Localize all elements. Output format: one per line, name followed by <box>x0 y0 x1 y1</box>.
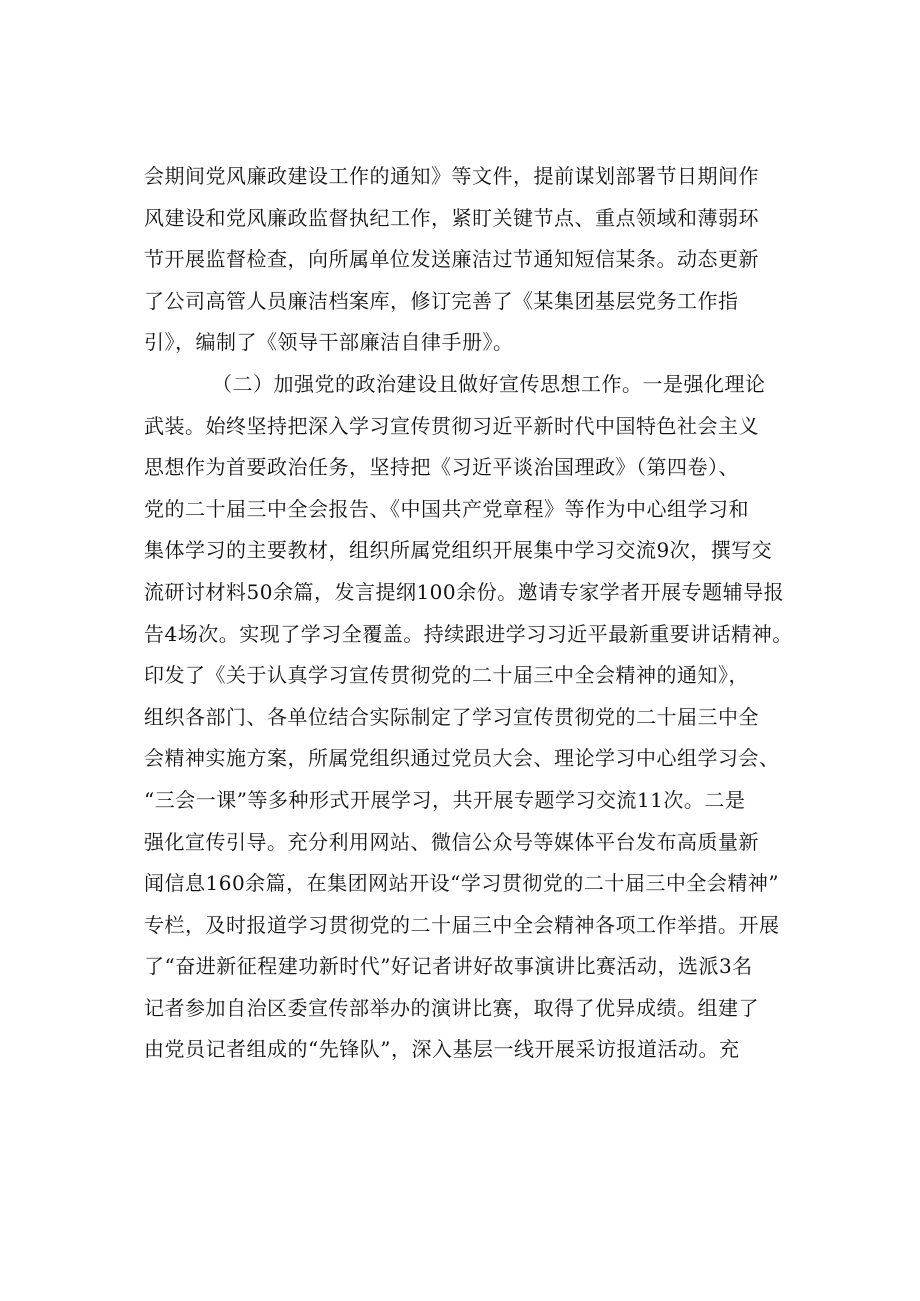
text-line: 思想作为首要政治任务，坚持把《习近平谈治国理政》（第四卷）、 <box>144 455 739 480</box>
text-line: 流研讨材料50余篇，发言提纲100余份。邀请专家学者开展专题辅导报 <box>144 579 785 604</box>
text-line: 会精神实施方案，所属党组织通过党员大会、理论学习中心组学习会、 <box>144 746 780 771</box>
text-line: 风建设和党风廉政监督执纪工作，紧盯关键节点、重点领域和薄弱环 <box>144 205 759 230</box>
text-line: 组织各部门、各单位结合实际制定了学习宣传贯彻党的二十届三中全 <box>144 704 759 729</box>
text-line: 引》，编制了《领导干部廉洁自律手册》。 <box>144 330 514 355</box>
text-line: 节开展监督检查，向所属单位发送廉洁过节通知短信某条。动态更新 <box>144 247 759 272</box>
text-line: “三会一课”等多种形式开展学习，共开展专题学习交流11次。二是 <box>144 787 746 812</box>
document-body <box>144 156 824 1071</box>
text-line: 闻信息160余篇，在集团网站开设“学习贯彻党的二十届三中全会精神” <box>144 871 780 896</box>
text-line: 印发了《关于认真学习宣传贯彻党的二十届三中全会精神的通知》， <box>144 663 749 688</box>
text-line: 了公司高管人员廉洁档案库，修订完善了《某集团基层党务工作指 <box>144 288 739 313</box>
section-heading-line: （二）加强党的政治建设且做好宣传思想工作。一是强化理论 <box>212 371 766 396</box>
text-line: 告4场次。实现了学习全覆盖。持续跟进学习习近平最新重要讲话精神。 <box>144 621 793 646</box>
text-line: 了“奋进新征程建功新时代”好记者讲好故事演讲比赛活动，选派3名 <box>144 954 753 979</box>
text-line: 武装。始终坚持把深入学习宣传贯彻习近平新时代中国特色社会主义 <box>144 413 759 438</box>
text-line: 集体学习的主要教材，组织所属党组织开展集中学习交流9次，撰写交 <box>144 538 773 563</box>
text-line: 专栏，及时报道学习贯彻党的二十届三中全会精神各项工作举措。开展 <box>144 912 780 937</box>
text-line: 会期间党风廉政建设工作的通知》等文件，提前谋划部署节日期间作 <box>144 164 759 188</box>
text-line: 党的二十届三中全会报告、《中国共产党章程》等作为中心组学习和 <box>144 496 749 521</box>
text-line: 由党员记者组成的“先锋队”，深入基层一线开展采访报道活动。充 <box>144 1037 740 1062</box>
text-line: 强化宣传引导。充分利用网站、微信公众号等媒体平台发布高质量新 <box>144 829 759 854</box>
text-line: 记者参加自治区委宣传部举办的演讲比赛，取得了优异成绩。组建了 <box>144 995 759 1020</box>
